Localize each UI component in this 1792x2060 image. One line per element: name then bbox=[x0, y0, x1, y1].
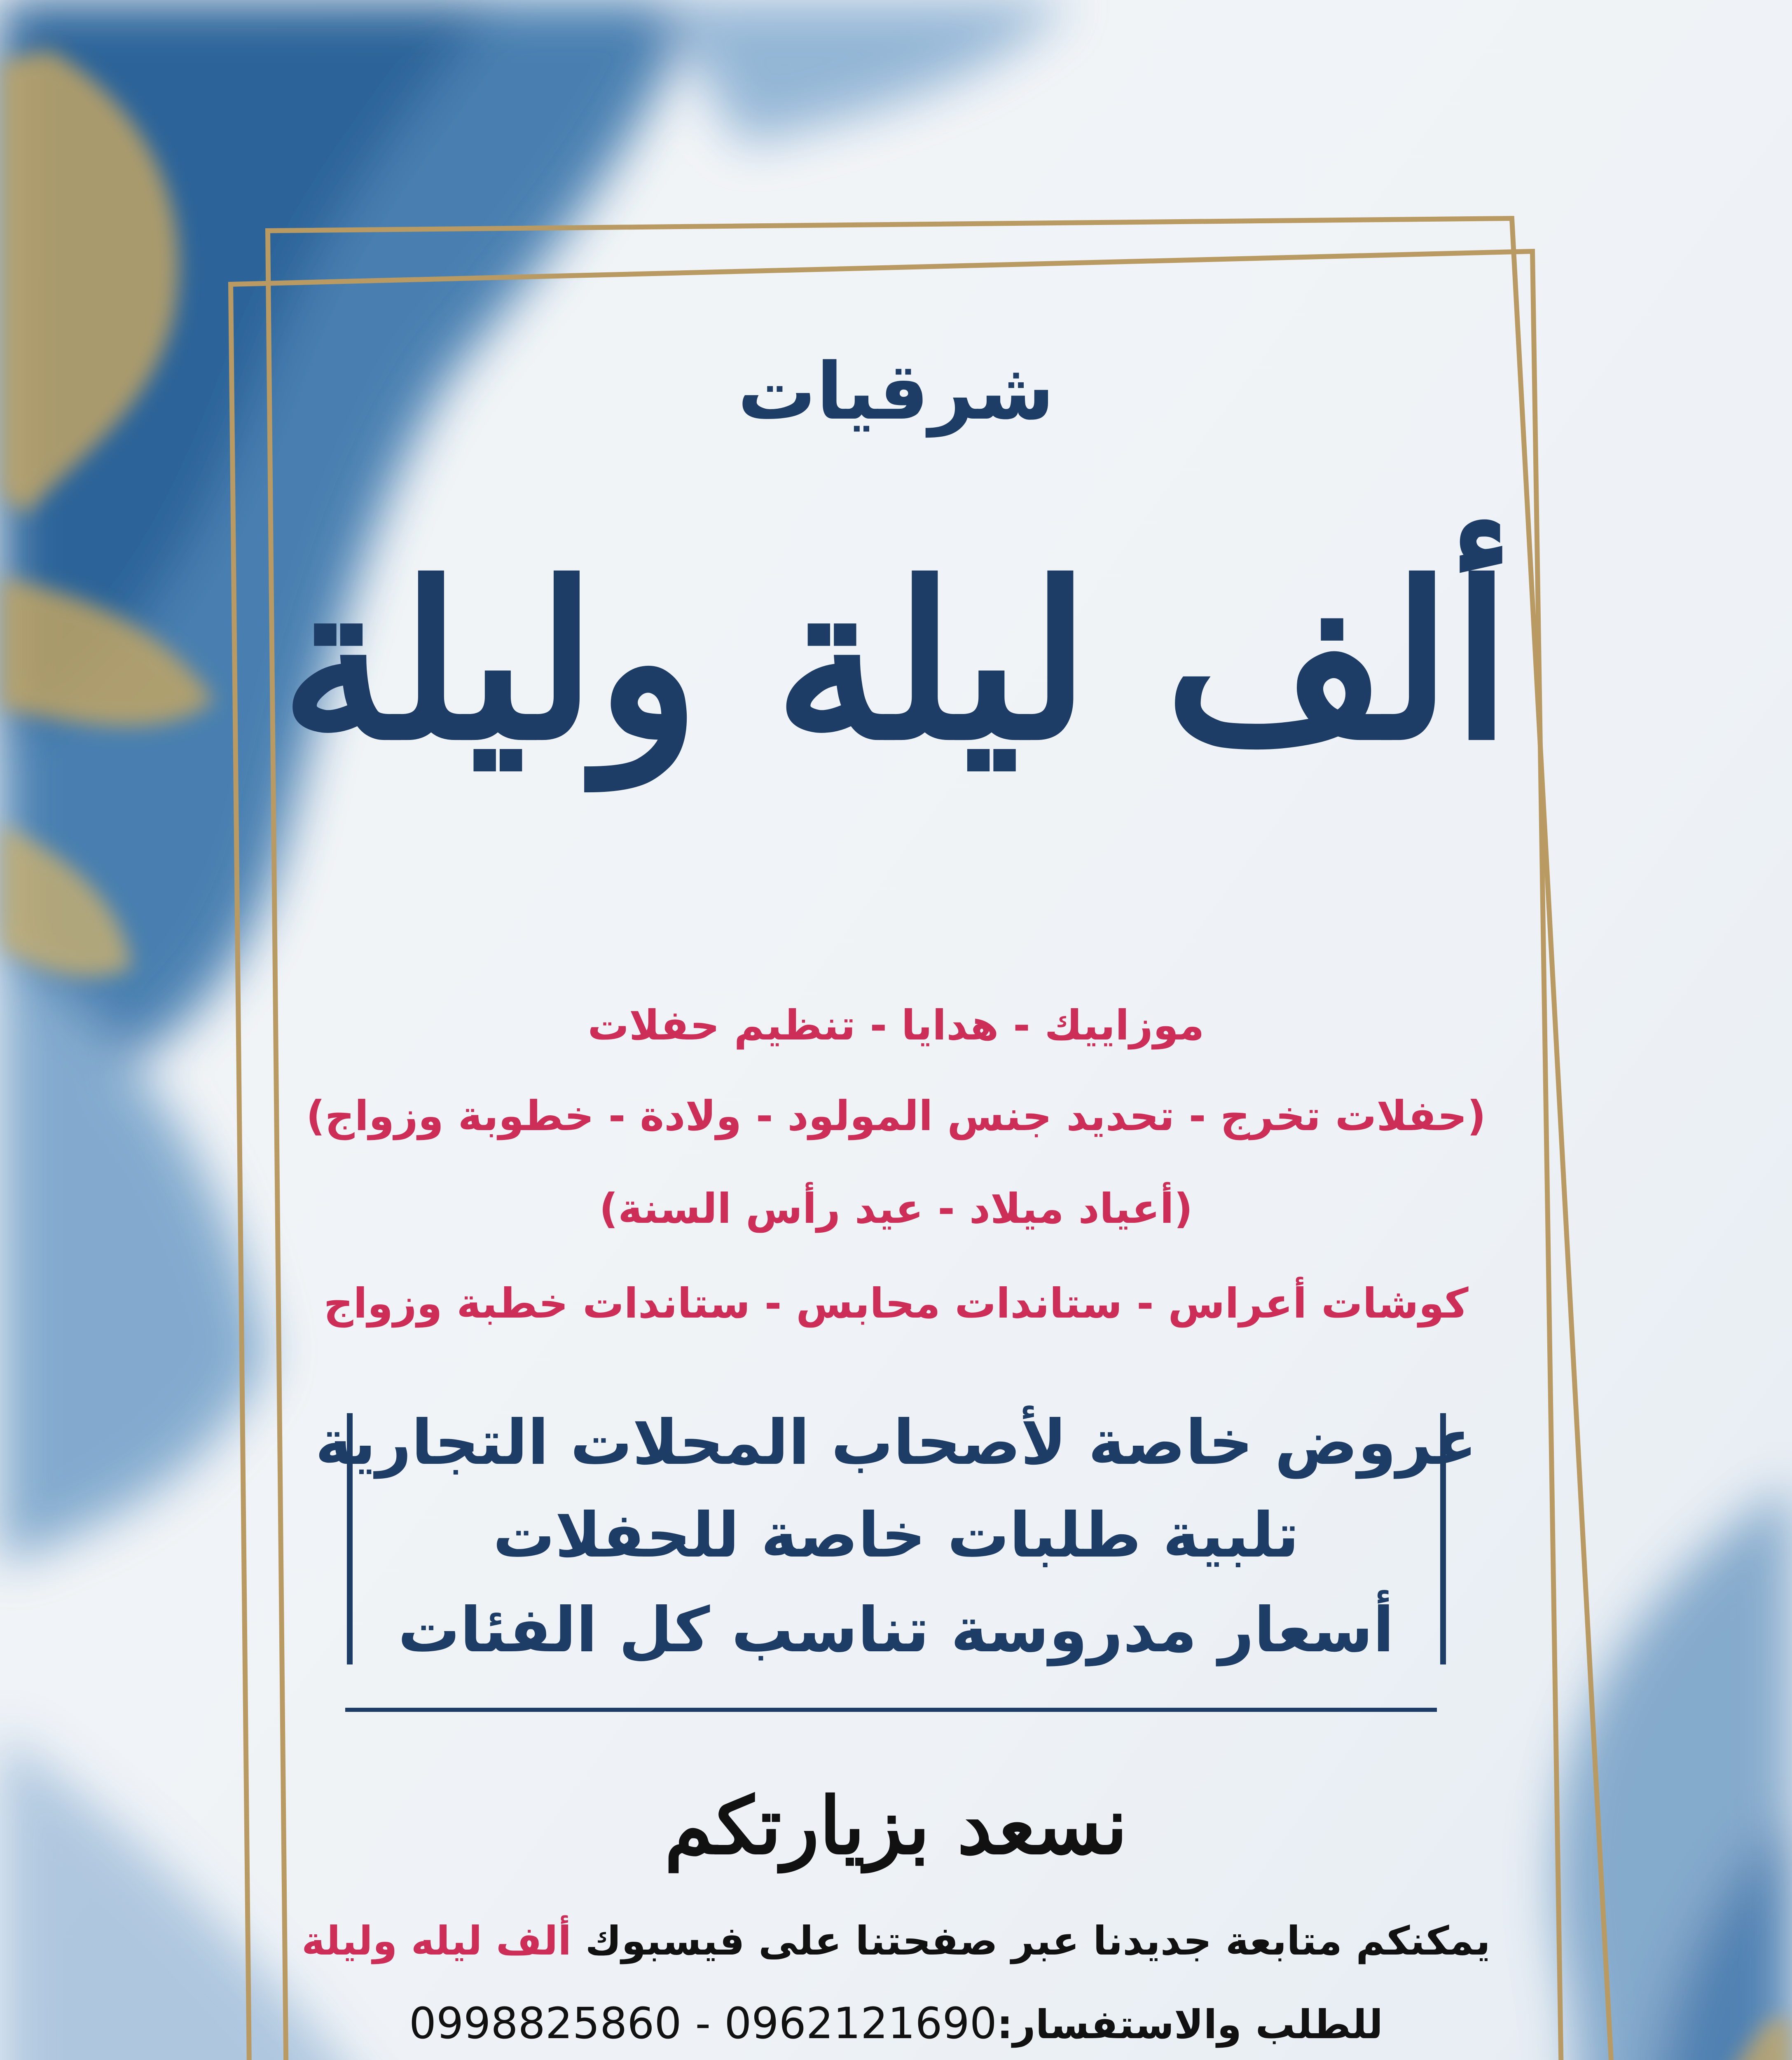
offer-line-3: أسعار مدروسة تناسب كل الفئات bbox=[0, 1594, 1792, 1666]
services-line-1: موزاييك - هدايا - تنظيم حفلات bbox=[0, 1001, 1792, 1049]
follow-text: يمكنكم متابعة جديدنا عبر صفحتنا على فيسبوك bbox=[585, 1918, 1490, 1964]
services-line-3: (أعياد ميلاد - عيد رأس السنة) bbox=[0, 1184, 1792, 1233]
brand-title: ألف ليلة وليلة bbox=[0, 536, 1792, 787]
welcome-text: نسعد بزيارتكم bbox=[0, 1780, 1792, 1872]
phones-label: للطلب والاستفسار: bbox=[997, 2001, 1383, 2048]
services-line-2: (حفلات تخرج - تحديد جنس المولود - ولادة - خطوبة وزواج) bbox=[0, 1092, 1792, 1140]
brand-subtitle: شرقيات bbox=[0, 346, 1792, 437]
offer-line-1: عروض خاصة لأصحاب المحلات التجارية bbox=[0, 1407, 1792, 1479]
facebook-page-name: ألف ليله وليلة bbox=[302, 1918, 571, 1964]
offer-line-2: تلبية طلبات خاصة للحفلات bbox=[0, 1500, 1792, 1571]
services-line-4: كوشات أعراس - ستاندات محابس - ستاندات خطبة وزواج bbox=[0, 1279, 1792, 1327]
phone-numbers: 0998825860 - 0962121690 bbox=[409, 1998, 997, 2048]
